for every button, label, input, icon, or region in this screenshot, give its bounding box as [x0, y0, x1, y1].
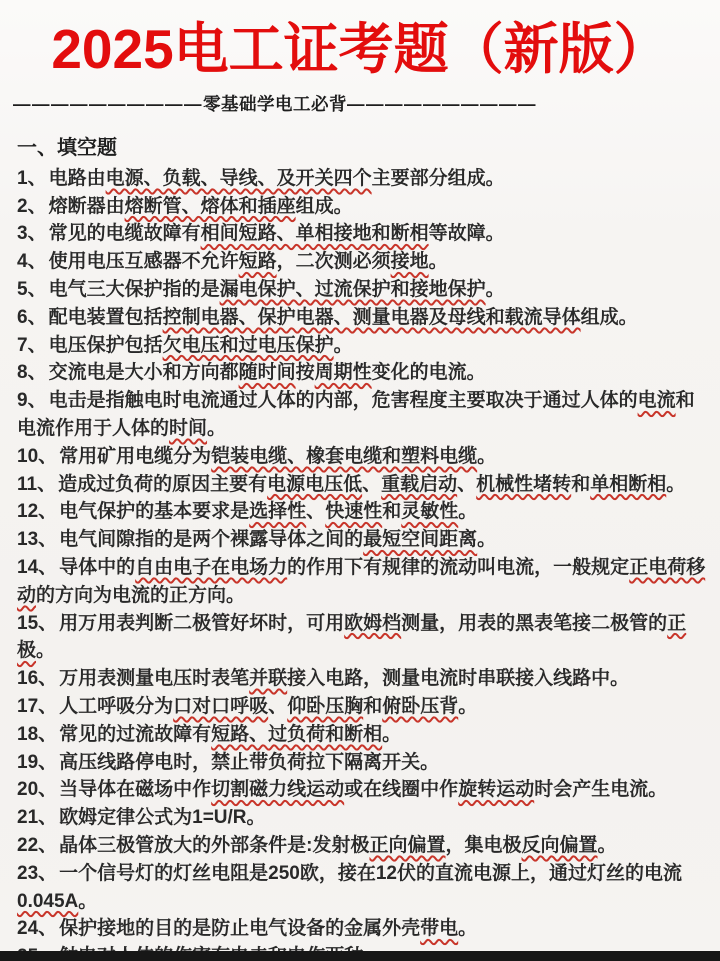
- underlined-answer: 带电: [420, 918, 459, 940]
- question-number: 1、: [17, 167, 47, 189]
- question-text: 。: [477, 529, 497, 551]
- underlined-answer: 切割磁力线运动: [211, 779, 345, 801]
- question-item: [17, 665, 706, 693]
- question-item: [17, 443, 706, 471]
- underlined-answer: 电流: [637, 390, 676, 412]
- underlined-answer: 0.045A: [17, 890, 79, 912]
- underlined-answer: 灵敏性: [401, 501, 459, 523]
- underlined-answer: 漏电保护、过流保护和接地保护: [219, 279, 486, 301]
- question-text: 。: [458, 696, 478, 718]
- question-text: 变化的电流。: [371, 362, 486, 384]
- underlined-answer: 电源电压低: [267, 473, 363, 495]
- question-item: [17, 471, 706, 499]
- question-text: ，集电极: [445, 835, 522, 857]
- question-text: 用万用表判断二极管好坏时，可用: [59, 612, 345, 634]
- underlined-answer: 欠电压和过电压保护: [162, 334, 334, 356]
- question-text: 电气保护的基本要求是: [59, 501, 250, 523]
- question-item: [17, 276, 706, 304]
- question-text: 电气三大保护指的是: [48, 279, 220, 301]
- question-text: 。: [428, 251, 448, 273]
- question-number: 9、: [17, 390, 47, 412]
- question-text: 交流电是大小和方向都: [48, 362, 239, 384]
- question-item: [17, 776, 706, 804]
- question-text: 和: [363, 696, 383, 718]
- underlined-answer: 选择性: [249, 501, 307, 523]
- question-number: 2、: [17, 195, 47, 217]
- question-text: 主要部分组成。: [371, 167, 505, 189]
- question-text: 按: [295, 362, 315, 384]
- question-item: [17, 554, 706, 610]
- question-text: 、: [306, 501, 326, 523]
- question-number: 10、: [17, 445, 58, 467]
- question-text: 组成。: [295, 195, 353, 217]
- question-text: 、: [362, 473, 382, 495]
- question-item: [17, 721, 706, 749]
- underlined-answer: 重载启动: [381, 473, 458, 495]
- question-item: [17, 860, 706, 916]
- question-text: 电压保护包括: [48, 334, 163, 356]
- question-number: 14、: [17, 557, 58, 579]
- question-item: [17, 332, 706, 360]
- underlined-answer: 短路、过负荷和断相: [211, 723, 383, 745]
- question-number: 22、: [17, 835, 58, 857]
- underlined-answer: 相间短路、单相接地和断相: [200, 223, 429, 245]
- question-text: 。: [382, 723, 402, 745]
- question-number: 23、: [17, 862, 58, 884]
- question-text: 和: [571, 473, 591, 495]
- question-item: [17, 915, 706, 943]
- underlined-answer: 自由电子在电场力: [135, 557, 288, 579]
- question-text: 的方向为电流的正方向。: [36, 584, 246, 606]
- question-text: 配电装置包括: [48, 306, 163, 328]
- question-text: ，二次测必须: [276, 251, 391, 273]
- underlined-answer: 正电荷移动: [17, 557, 706, 606]
- question-item: [17, 165, 706, 193]
- question-number: 11、: [17, 473, 57, 495]
- underlined-answer: 熔断管、熔体和插座: [124, 195, 296, 217]
- divider-dashes-left: ——————————: [13, 93, 203, 114]
- question-text: 人工呼吸分为: [59, 696, 174, 718]
- question-text: 电路由: [48, 167, 106, 189]
- question-number: 12、: [17, 501, 58, 523]
- question-text: 一个信号灯的灯丝电阻是250欧，接在12伏的直流电源上，通过灯丝的电流: [59, 862, 682, 884]
- question-text: 的作用下有规律的流动叫电流，一般规定: [287, 557, 630, 579]
- question-text: 使用电压互感器不允许: [48, 251, 239, 273]
- underlined-answer: 快速性: [325, 501, 383, 523]
- question-text: 、: [268, 696, 288, 718]
- underlined-answer: 控制电器、保护电器、测量电器及母线和载流导体: [162, 306, 581, 328]
- question-text: 时会产生电流。: [534, 779, 668, 801]
- underlined-answer: 仰卧压胸: [287, 696, 364, 718]
- question-text: 欧姆定律公式为1=U/R。: [59, 807, 266, 829]
- question-number: 7、: [17, 334, 47, 356]
- divider-label: 零基础学电工必背: [203, 93, 347, 114]
- underlined-answer: 时间: [169, 418, 208, 440]
- underlined-answer: 随时间: [238, 362, 296, 384]
- question-text: 和: [382, 501, 402, 523]
- question-text: 、: [457, 473, 477, 495]
- underlined-answer: 电源、负载、导线、及开关四个: [105, 167, 372, 189]
- question-number: 20、: [17, 779, 58, 801]
- question-item: [17, 193, 706, 221]
- underlined-answer: 口对口呼吸: [173, 696, 269, 718]
- underlined-answer: 最短空间距离: [363, 529, 478, 551]
- question-text: 保护接地的目的是防止电气设备的金属外壳: [59, 918, 421, 940]
- subtitle-divider: [0, 91, 720, 116]
- question-item: [17, 248, 706, 276]
- question-text: 高压线路停电时，禁止带负荷拉下隔离开关。: [59, 751, 440, 773]
- question-text: 常见的过流故障有: [59, 723, 212, 745]
- question-text: 。: [207, 418, 227, 440]
- question-text: 导体中的: [59, 557, 136, 579]
- underlined-answer: 欧姆档: [344, 612, 402, 634]
- question-text: 常用矿用电缆分为: [59, 445, 212, 467]
- question-item: [17, 749, 706, 777]
- question-number: 5、: [17, 279, 47, 301]
- question-item: [17, 220, 706, 248]
- question-text: 等故障。: [428, 223, 505, 245]
- page-title: 2025电工证考题（新版）: [51, 18, 669, 80]
- question-text: 造成过负荷的原因主要有: [58, 473, 268, 495]
- underlined-answer: 机械性堵转: [476, 473, 572, 495]
- question-text: 和电流作用于人体的: [17, 390, 695, 440]
- underlined-answer: 周期性: [314, 362, 372, 384]
- question-item: [17, 526, 706, 554]
- question-text: 电气间隙指的是两个裸露导体之间的: [59, 529, 364, 551]
- question-text: 。: [597, 835, 617, 857]
- divider-dashes-right: ——————————: [347, 93, 537, 114]
- question-text: 。: [666, 473, 686, 495]
- question-number: 21、: [17, 807, 58, 829]
- question-number: 19、: [17, 751, 58, 773]
- question-item: [17, 610, 706, 666]
- question-item: [17, 359, 706, 387]
- underlined-answer: 旋转运动: [458, 779, 535, 801]
- underlined-answer: 正极: [17, 612, 687, 662]
- question-item: [17, 832, 706, 860]
- section-heading: 一、填空题: [17, 136, 117, 159]
- question-text: 。: [78, 890, 98, 912]
- question-text: 。: [477, 445, 497, 467]
- question-text: 。: [36, 640, 56, 662]
- underlined-answer: 接地: [390, 251, 429, 273]
- question-text: 测量，用表的黑表笔接二极管的: [401, 612, 668, 634]
- question-text: 。: [485, 279, 505, 301]
- question-text: 常见的电缆故障有: [48, 223, 201, 245]
- question-number: 13、: [17, 529, 58, 551]
- question-item: [17, 804, 706, 832]
- question-number: 18、: [17, 723, 58, 745]
- question-number: 6、: [17, 306, 47, 328]
- question-number: 15、: [17, 612, 58, 634]
- question-item: [17, 387, 706, 443]
- question-number: 3、: [17, 223, 47, 245]
- question-number: 17、: [17, 696, 58, 718]
- question-text: 接入电路，测量电流时串联接入线路中。: [287, 668, 630, 690]
- underlined-answer: 俯卧压背: [382, 696, 459, 718]
- question-number: 8、: [17, 362, 47, 384]
- bottom-edge-bar: [0, 951, 720, 961]
- underlined-answer: 并联: [249, 668, 288, 690]
- question-text: 。: [333, 334, 353, 356]
- question-item: [17, 693, 706, 721]
- underlined-answer: 单相断相: [590, 473, 667, 495]
- underlined-answer: 短路: [238, 251, 277, 273]
- question-number: 24、: [17, 918, 58, 940]
- underlined-answer: 反向偏置: [521, 835, 598, 857]
- question-text: 或在线圈中作: [344, 779, 459, 801]
- question-number: 4、: [17, 251, 47, 273]
- question-list: [0, 160, 720, 961]
- question-item: [17, 498, 706, 526]
- question-text: 熔断器由: [48, 195, 125, 217]
- question-text: 。: [458, 501, 478, 523]
- question-text: 当导体在磁场中作: [59, 779, 212, 801]
- question-text: 。: [458, 918, 478, 940]
- question-text: 电击是指触电时电流通过人体的内部，危害程度主要取决于通过人体的: [48, 390, 638, 412]
- question-item: [17, 304, 706, 332]
- underlined-answer: 铠装电缆、橡套电缆和塑料电缆: [211, 445, 478, 467]
- underlined-answer: 正向偏置: [369, 835, 446, 857]
- question-text: 晶体三极管放大的外部条件是:发射极: [59, 835, 370, 857]
- question-text: 万用表测量电压时表笔: [59, 668, 250, 690]
- question-text: 组成。: [580, 306, 638, 328]
- question-number: 16、: [17, 668, 58, 690]
